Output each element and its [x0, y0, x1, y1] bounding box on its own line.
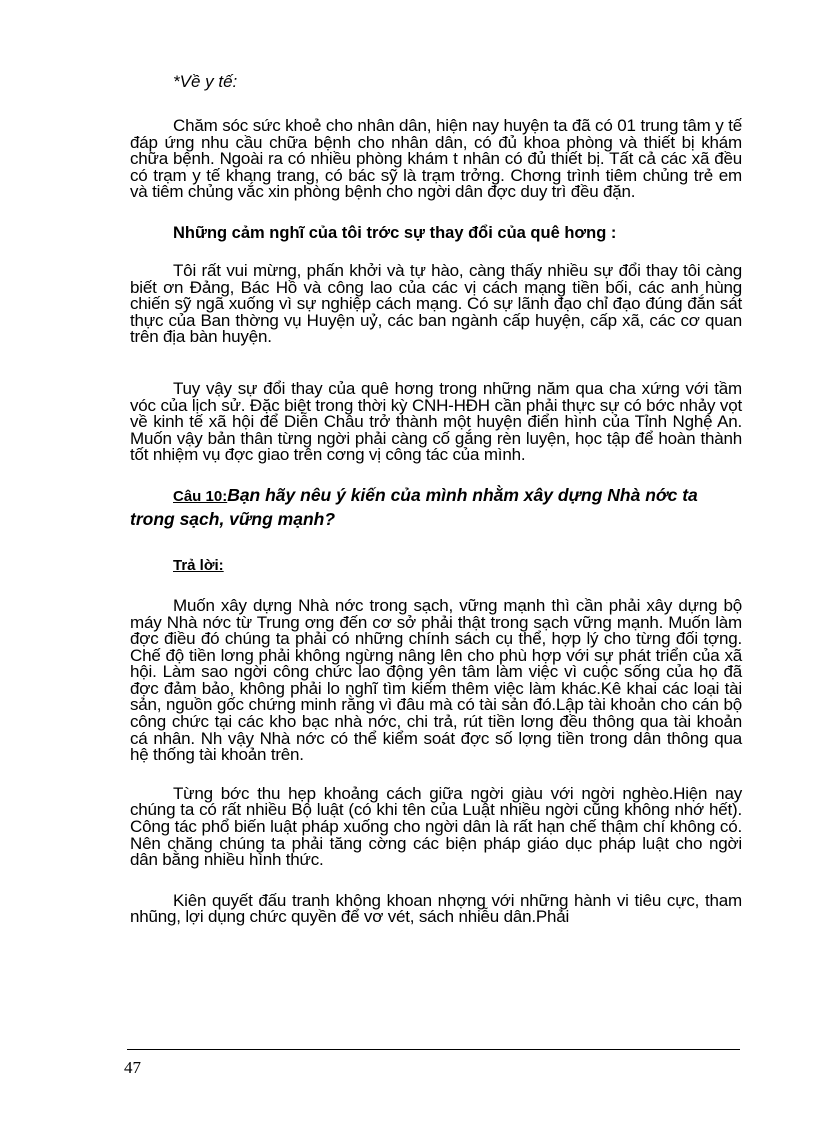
question-10: [130, 484, 742, 530]
paragraph-feelings-1: Tôi rất vui mừng, phấn khởi và tự hào, càng thấy nhiều sự đổi thay tôi càng biết ơn Đảng, Bác Hồ và công lao của các vị cách mạng tiền bối, các anh hùng chiến sỹ ngã xuống vì sự nghiệp cách mạng. Có sự lãnh đạo chỉ đạo đúng đắn sát thực của Ban thờng vụ Huyện uỷ, các ban ngành cấp huyện, cấp xã, các cơ quan trên địa bàn huyện.: [130, 260, 742, 347]
paragraph-feelings-2: Tuy vậy sự đổi thay của quê hơng trong những năm qua cha xứng với tầm vóc của lịch sử. Đặc biệt trong thời kỳ CNH-HĐH cần phải thực sự có bớc nhảy vọt về kinh tế xã hội để Diễn Châu trở thành một huyện điển hình của Tỉnh Nghệ An. Muốn vậy bản thân từng ngời phải càng cố gắng rèn luyện, học tập để hoàn thành tốt nhiệm vụ đợc giao trên cơng vị công tác của mình.: [130, 378, 742, 465]
page-number: 47: [124, 1058, 141, 1077]
question-text: Bạn hãy nêu ý kiến của mình nhằm xây dựng Nhà nớc ta trong sạch, vững mạnh?: [130, 484, 698, 529]
paragraph-health: Chăm sóc sức khoẻ cho nhân dân, hiện nay huyện ta đã có 01 trung tâm y tế đáp ứng nhu cầu chữa bệnh cho nhân dân, có đủ khoa phòng và thiết bị khám chữa bệnh. Ngoài ra có nhiều phòng khám t nhân có đủ thiết bị. Tất cả các xã đều có trạm y tế khang trang, có bác sỹ là trạm trởng. Chơng trình tiêm chủng trẻ em và tiêm chủng vắc xin phòng bệnh cho ngời dân đợc duy trì đều đặn.: [130, 116, 742, 202]
section-heading-health: *Về y tế:: [173, 72, 238, 91]
paragraph-answer-2: Từng bớc thu hẹp khoảng cách giữa ngời giàu với ngời nghèo.Hiện nay chúng ta có rất nhiều Bộ luật (có khi tên của Luật nhiều ngời cũng không nhớ hết). Công tác phổ biến luật pháp xuống cho ngời dân là rất hạn chế thậm chí không có. Nên chăng chúng ta phải tăng cờng các biện pháp giáo dục pháp luật cho ngời dân bằng nhiều hình thức.: [130, 783, 742, 870]
section-heading-feelings: Những cảm nghĩ của tôi trớc sự thay đổi của quê hơng :: [173, 223, 617, 242]
page-body: [130, 72, 742, 926]
paragraph-answer-3: Kiên quyết đấu tranh không khoan nhợng với những hành vi tiêu cực, tham nhũng, lợi dụng chức quyền để vơ vét, sách nhiễu dân.Phải: [130, 890, 742, 927]
paragraph-answer-1: Muốn xây dựng Nhà nớc trong sạch, vững mạnh thì cần phải xây dựng bộ máy Nhà nớc từ Trung ơng đến cơ sở phải thật trong sạch vững mạnh. Muốn làm đợc điều đó chúng ta phải có những chính sách cụ thể, hợp lý cho từng đối tợng. Chế độ tiền lơng phải không ngừng nâng lên cho phù hợp với sự phát triển của xã hội. Làm sao ngời công chức lao động yên tâm làm việc vì cuộc sống của họ đã đợc đảm bảo, không phải lo nghĩ tìm kiếm thêm việc làm khác.Kê khai các loại tài sản, nguồn gốc chứng minh rằng vì đâu mà có tài sản đó.Lập tài khoản cho cán bộ công chức tại các kho bạc nhà nớc, chi trả, rút tiền lơng đều thông qua tài khoản cá nhân. Nh vậy Nhà nớc có thể kiểm soát đợc số lợng tiền trong dân thông qua hệ thống tài khoản trên.: [130, 595, 742, 765]
footer-divider: [127, 1049, 740, 1050]
answer-label: Trả lời:: [173, 556, 224, 574]
question-label: Câu 10:: [173, 487, 228, 505]
